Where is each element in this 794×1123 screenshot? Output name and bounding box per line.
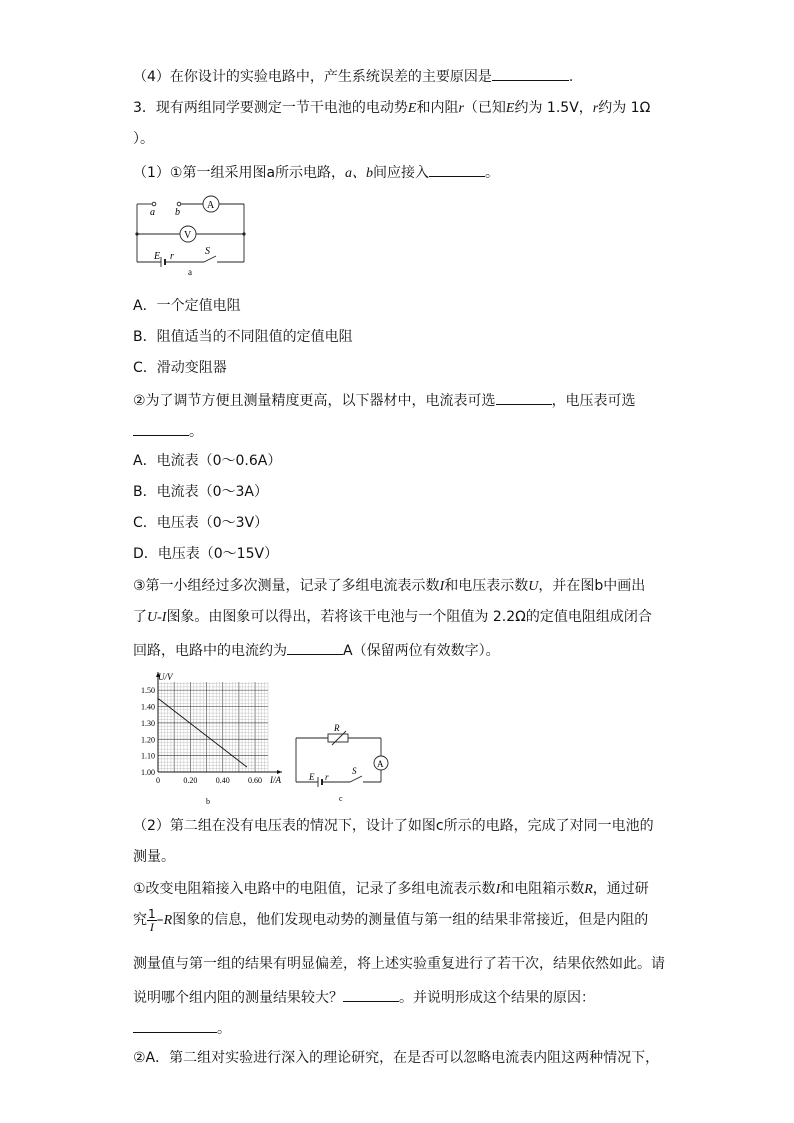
resistance-box-label: R — [334, 723, 340, 733]
x-tick-label: 0 — [156, 776, 160, 785]
label-a: a — [150, 207, 155, 218]
figure-b-ui-chart — [128, 668, 290, 810]
q3-q2a-line4: 说明哪个组内阻的测量结果较大？ 。并说明形成这个结果的原因： — [133, 987, 595, 1007]
fraction-1-over-I: $\frac{1}{I}$ — [148, 906, 156, 934]
internal-resistance-label-c: r — [325, 772, 329, 782]
internal-resistance-label: r — [170, 251, 174, 262]
figure-a-circuit — [130, 195, 254, 277]
q3-part3-line3: 回路，电路中的电流约为 A（保留两位有效数字）。 — [133, 640, 500, 660]
answer-blank-ammeter[interactable] — [496, 390, 552, 405]
voltmeter-label: V — [184, 230, 192, 241]
ammeter-label: A — [207, 200, 215, 211]
q3-intro-line2: ）。 — [133, 131, 154, 147]
resistance-box-symbol — [328, 734, 348, 742]
x-tick-label: 0.20 — [183, 776, 198, 785]
q3-part2: ②为了调节方便且测量精度更高，以下器材中，电流表可选 ，电压表可选 — [133, 390, 636, 410]
y-axis-label: U/V — [158, 672, 173, 682]
label-b: b — [175, 207, 180, 218]
q3-q2a-line2: 究 $\frac{1}{I}$ –R图象的信息，他们发现电动势的测量值与第一组的结果非常接近，但是内阻的 — [133, 906, 649, 934]
q4-line: （4）在你设计的实验电路中，产生系统误差的主要原因是 . — [133, 66, 573, 86]
figure-b-caption: b — [206, 797, 210, 806]
y-tick-label: 1.10 — [141, 751, 155, 761]
y-tick-label: 1.50 — [141, 686, 155, 696]
answer-blank-reason[interactable] — [133, 1018, 217, 1033]
figure-a-caption: a — [188, 267, 192, 277]
q4-text: （4）在你设计的实验电路中，产生系统误差的主要原因是 — [133, 69, 492, 85]
answer-blank-q4[interactable] — [492, 66, 569, 81]
x-axis-label: I/A — [270, 775, 281, 785]
terminal-a — [152, 202, 156, 206]
figure-c-circuit — [292, 722, 390, 806]
q3-part3-line1: ③第一小组经过多次测量，记录了多组电流表示数I和电压表示数U，并在图b中画出 — [133, 578, 646, 594]
option2-a: A．电流表（0～0.6A） — [133, 453, 282, 469]
q3-q2-line2: 测量。 — [133, 849, 175, 865]
option2-c: C．电压表（0～3V） — [133, 515, 269, 531]
answer-blank-larger-group[interactable] — [343, 987, 399, 1002]
x-axis-arrow — [277, 770, 282, 774]
q3-q2a-line3: 测量值与第一组的结果有明显偏差，将上述实验重复进行了若干次，结果依然如此。请 — [133, 956, 665, 972]
q3-q2a-line5: 。 — [133, 1018, 231, 1038]
q3-q2a-line1: ①改变电阻箱接入电路中的电阻值，记录了多组电流表示数I和电阻箱示数R，通过研 — [133, 881, 649, 897]
q3-part3-line2: 了U-I图象。由图象可以得出，若将该干电池与一个阻值为 2.2Ω的定值电阻组成闭合 — [133, 609, 652, 625]
x-tick-label: 0.60 — [248, 776, 263, 785]
terminal-b — [177, 202, 181, 206]
ammeter-label-c: A — [377, 759, 384, 769]
q3-intro: 3．现有两组同学要测定一节干电池的电动势E和内阻r（已知E约为 1.5V，r约为 1Ω — [133, 100, 651, 116]
switch-label-c: S — [352, 766, 357, 776]
q3-part1: （1）①第一组采用图a所示电路，a、b间应接入 。 — [133, 162, 499, 183]
emf-label-c: E — [309, 772, 315, 782]
y-tick-label: 1.40 — [141, 702, 155, 712]
option-a: A．一个定值电阻 — [133, 298, 241, 314]
y-tick-label: 1.00 — [141, 768, 155, 777]
answer-blank-voltmeter[interactable] — [133, 421, 189, 436]
answer-blank-current[interactable] — [287, 640, 343, 655]
emf-label: E — [154, 251, 161, 262]
y-tick-label: 1.20 — [141, 735, 155, 745]
figure-c-caption: c — [339, 794, 343, 803]
answer-blank-p1[interactable] — [429, 162, 485, 177]
option2-d: D．电压表（0～15V） — [133, 546, 279, 562]
option2-b: B．电流表（0～3A） — [133, 484, 268, 500]
option-b: B．阻值适当的不同阻值的定值电阻 — [133, 329, 353, 345]
option-c: C．滑动变阻器 — [133, 360, 227, 376]
q3-part2-line2: 。 — [133, 421, 203, 441]
q3-q2-line1: （2）第二组在没有电压表的情况下，设计了如图c所示的电路，完成了对同一电池的 — [133, 818, 654, 834]
switch-label: S — [205, 246, 210, 257]
y-tick-label: 1.30 — [141, 718, 155, 728]
x-tick-label: 0.40 — [215, 776, 230, 785]
q3-q2b-line1: ②A．第二组对实验进行深入的理论研究，在是否可以忽略电流表内阻这两种情况下， — [133, 1050, 660, 1066]
